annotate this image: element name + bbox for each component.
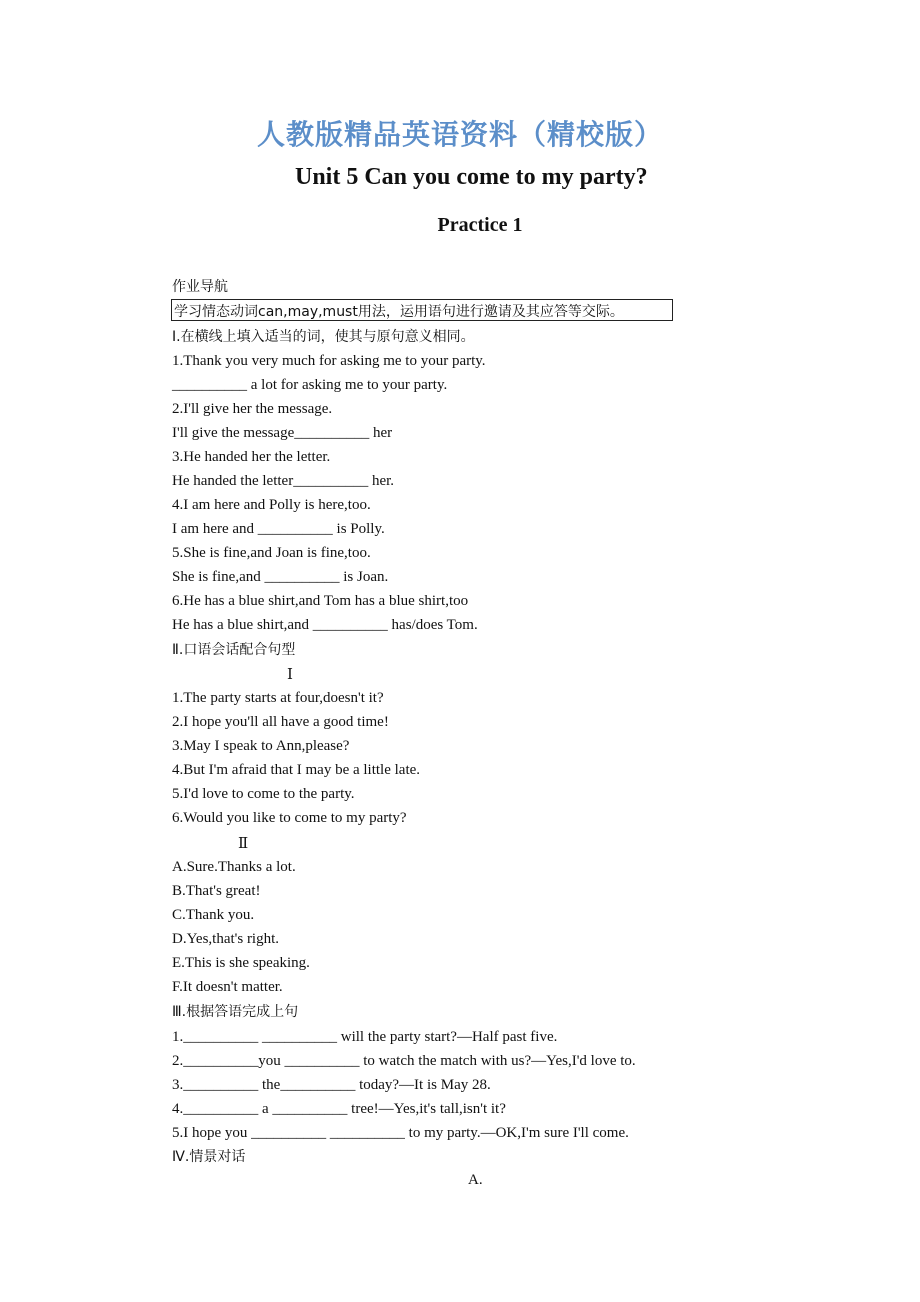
unit-title: Unit 5 Can you come to my party? bbox=[295, 164, 648, 190]
s2-col1-item: 3.May I speak to Ann,please? bbox=[172, 738, 350, 754]
s1-line: She is fine,and __________ is Joan. bbox=[172, 569, 389, 585]
s2-col2-item: E.This is she speaking. bbox=[172, 955, 310, 971]
s3-line: 5.I hope you __________ __________ to my party.—OK,I'm sure I'll come. bbox=[172, 1125, 629, 1141]
s2-col1-item: 2.I hope you'll all have a good time! bbox=[172, 714, 389, 730]
s1-line: 6.He has a blue shirt,and Tom has a blue shirt,too bbox=[172, 593, 469, 609]
s2-col2-item: F.It doesn't matter. bbox=[172, 979, 283, 995]
s1-line: __________ a lot for asking me to your party. bbox=[172, 377, 448, 393]
practice-title: Practice 1 bbox=[437, 214, 523, 236]
s2-col1-item: 1.The party starts at four,doesn't it? bbox=[172, 690, 384, 706]
s1-line: 4.I am here and Polly is here,too. bbox=[172, 497, 371, 513]
nav-box: 学习情态动词can,may,must用法，运用语句进行邀请及其应答等交际。 bbox=[171, 299, 673, 321]
s3-line: 2.__________you __________ to watch the match with us?—Yes,I'd love to. bbox=[172, 1053, 636, 1069]
s2-col2-item: D.Yes,that's right. bbox=[172, 931, 280, 947]
s2-col1-item: 4.But I'm afraid that I may be a little late. bbox=[172, 762, 421, 778]
col1-label: Ⅰ bbox=[287, 667, 293, 683]
nav-label: 作业导航 bbox=[172, 279, 228, 295]
s2-col2-item: C.Thank you. bbox=[172, 907, 255, 923]
s2-col1-item: 5.I'd love to come to the party. bbox=[172, 786, 355, 802]
banner-title: 人教版精品英语资料（精校版） bbox=[256, 118, 663, 151]
s3-line: 3.__________ the__________ today?—It is May 28. bbox=[172, 1077, 491, 1093]
section3-heading: Ⅲ.根据答语完成上句 bbox=[172, 1004, 299, 1020]
s1-line: 1.Thank you very much for asking me to your party. bbox=[172, 353, 486, 369]
section4-sub: A. bbox=[468, 1172, 483, 1188]
section2-heading: Ⅱ.口语会话配合句型 bbox=[172, 642, 296, 658]
section4-heading: Ⅳ.情景对话 bbox=[172, 1149, 246, 1165]
s3-line: 4.__________ a __________ tree!—Yes,it's tall,isn't it? bbox=[172, 1101, 506, 1117]
s1-line: 3.He handed her the letter. bbox=[172, 449, 331, 465]
s2-col2-item: B.That's great! bbox=[172, 883, 261, 899]
s1-line: 2.I'll give her the message. bbox=[172, 401, 333, 417]
s2-col2-item: A.Sure.Thanks a lot. bbox=[172, 859, 296, 875]
s3-line: 1.__________ __________ will the party start?—Half past five. bbox=[172, 1029, 558, 1045]
s1-line: I am here and __________ is Polly. bbox=[172, 521, 385, 537]
s1-line: He has a blue shirt,and __________ has/does Tom. bbox=[172, 617, 478, 633]
s1-line: He handed the letter__________ her. bbox=[172, 473, 395, 489]
col2-label: Ⅱ bbox=[238, 836, 249, 852]
s1-line: I'll give the message__________ her bbox=[172, 425, 393, 441]
s1-line: 5.She is fine,and Joan is fine,too. bbox=[172, 545, 371, 561]
section1-heading: Ⅰ.在横线上填入适当的词，使其与原句意义相同。 bbox=[172, 329, 475, 345]
s2-col1-item: 6.Would you like to come to my party? bbox=[172, 810, 407, 826]
